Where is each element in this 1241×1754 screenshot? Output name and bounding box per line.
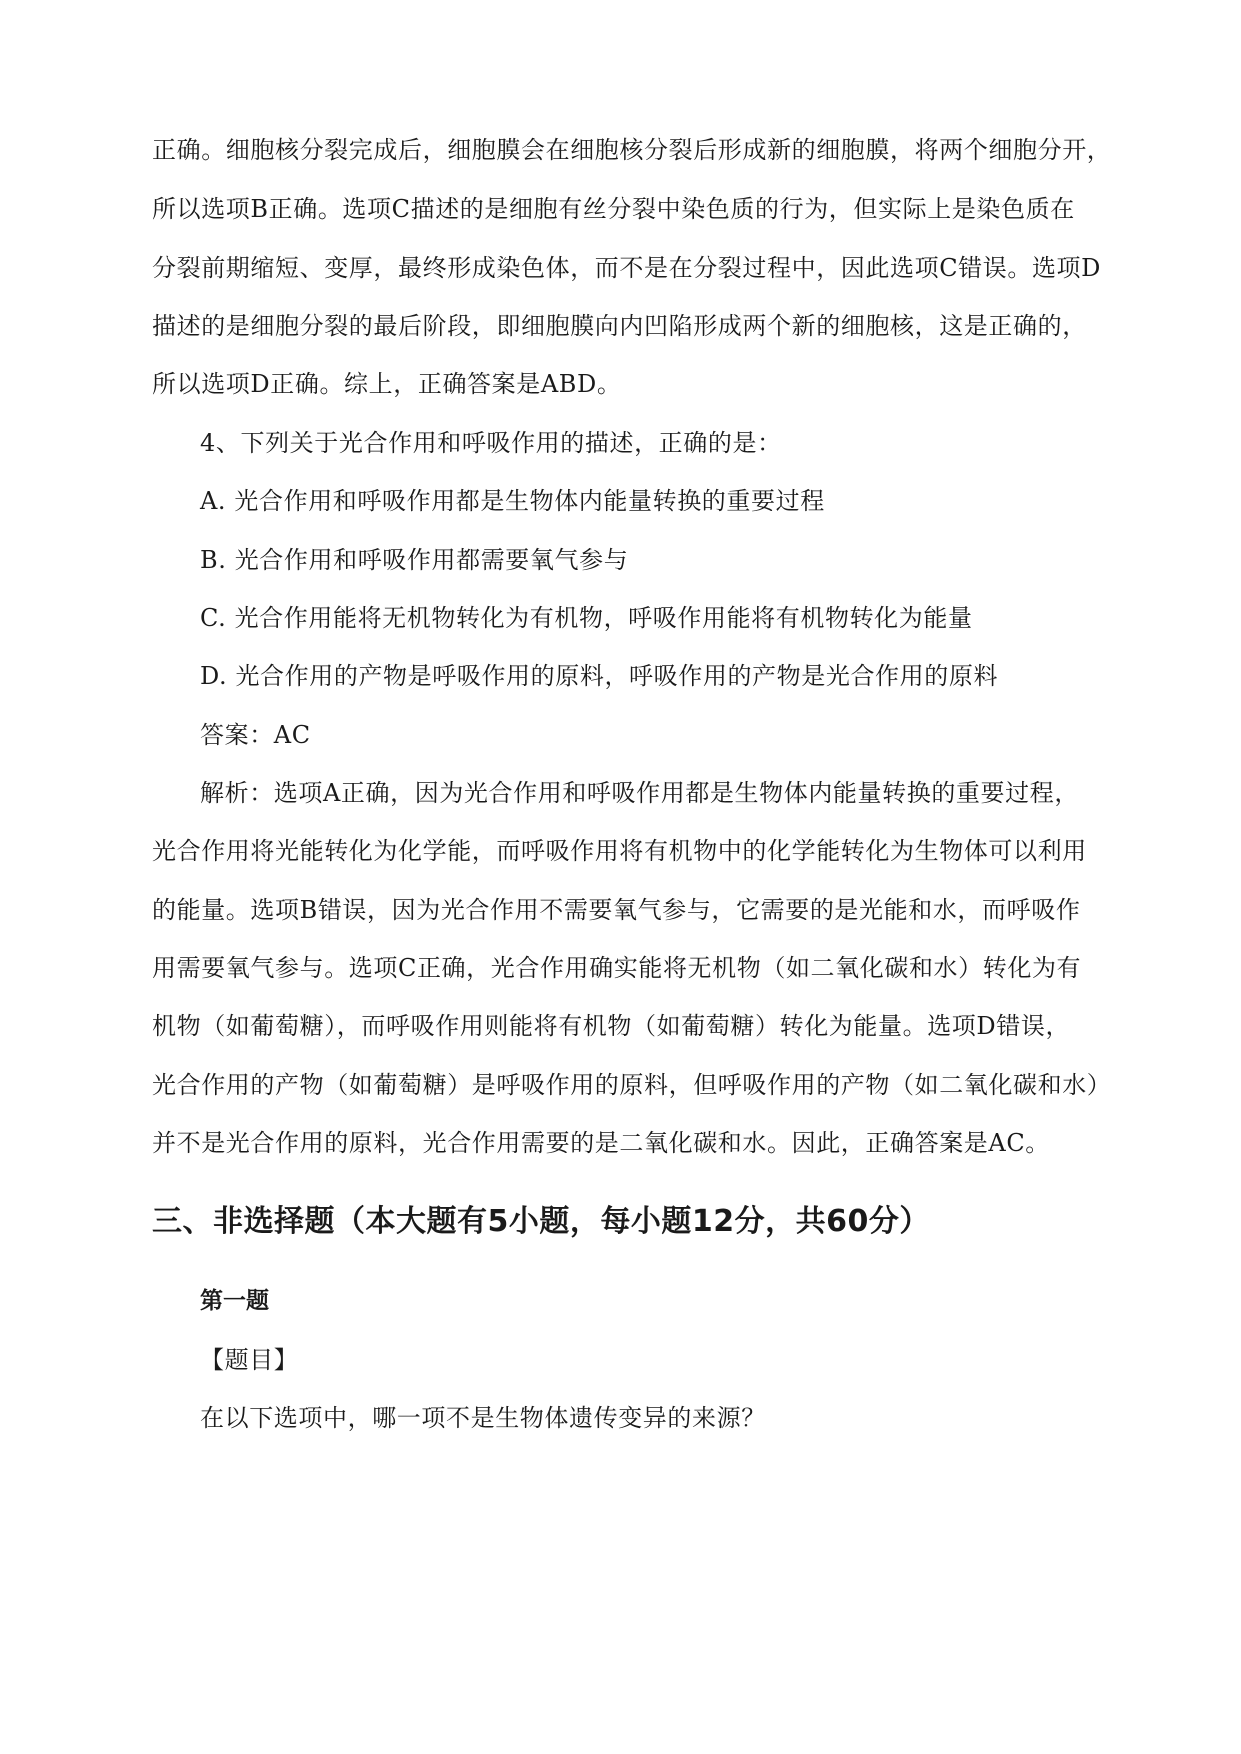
option-b: B. 光合作用和呼吸作用都需要氧气参与 <box>200 546 629 574</box>
question-text: 在以下选项中，哪一项不是生物体遗传变异的来源？ <box>200 1404 766 1432</box>
paragraph-line: 所以选项B正确。选项C描述的是细胞有丝分裂中染色质的行为，但实际上是染色质在 <box>152 195 1075 223</box>
paragraph-line: 所以选项D正确。综上，正确答案是ABD。 <box>152 370 622 398</box>
option-d: D. 光合作用的产物是呼吸作用的原料，呼吸作用的产物是光合作用的原料 <box>200 662 999 690</box>
analysis-line: 解析：选项A正确，因为光合作用和呼吸作用都是生物体内能量转换的重要过程， <box>200 779 1079 807</box>
analysis-line: 机物（如葡萄糖），而呼吸作用则能将有机物（如葡萄糖）转化为能量。选项D错误， <box>152 1012 1071 1040</box>
analysis-line: 用需要氧气参与。选项C正确，光合作用确实能将无机物（如二氧化碳和水）转化为有 <box>152 954 1082 982</box>
analysis-line: 并不是光合作用的原料，光合作用需要的是二氧化碳和水。因此，正确答案是AC。 <box>152 1129 1050 1157</box>
section-heading: 三、非选择题（本大题有5小题，每小题12分，共60分） <box>152 1204 930 1239</box>
analysis-line: 光合作用的产物（如葡萄糖）是呼吸作用的原料，但呼吸作用的产物（如二氧化碳和水） <box>152 1071 1112 1099</box>
question-number-label: 第一题 <box>200 1288 269 1314</box>
analysis-line: 的能量。选项B错误，因为光合作用不需要氧气参与，它需要的是光能和水，而呼吸作 <box>152 896 1081 924</box>
analysis-line: 光合作用将光能转化为化学能，而呼吸作用将有机物中的化学能转化为生物体可以利用 <box>152 837 1087 865</box>
answer-line: 答案：AC <box>200 721 311 749</box>
option-c: C. 光合作用能将无机物转化为有机物，呼吸作用能将有机物转化为能量 <box>200 604 973 632</box>
topic-label: 【题目】 <box>200 1346 299 1374</box>
paragraph-line: 描述的是细胞分裂的最后阶段，即细胞膜向内凹陷形成两个新的细胞核，这是正确的， <box>152 312 1087 340</box>
paragraph-line: 分裂前期缩短、变厚，最终形成染色体，而不是在分裂过程中，因此选项C错误。选项D <box>152 254 1102 282</box>
paragraph-line: 正确。细胞核分裂完成后，细胞膜会在细胞核分裂后形成新的细胞膜，将两个细胞分开， <box>152 136 1112 164</box>
option-a: A. 光合作用和呼吸作用都是生物体内能量转换的重要过程 <box>200 487 825 515</box>
question-stem: 4、下列关于光合作用和呼吸作用的描述，正确的是： <box>200 429 782 457</box>
